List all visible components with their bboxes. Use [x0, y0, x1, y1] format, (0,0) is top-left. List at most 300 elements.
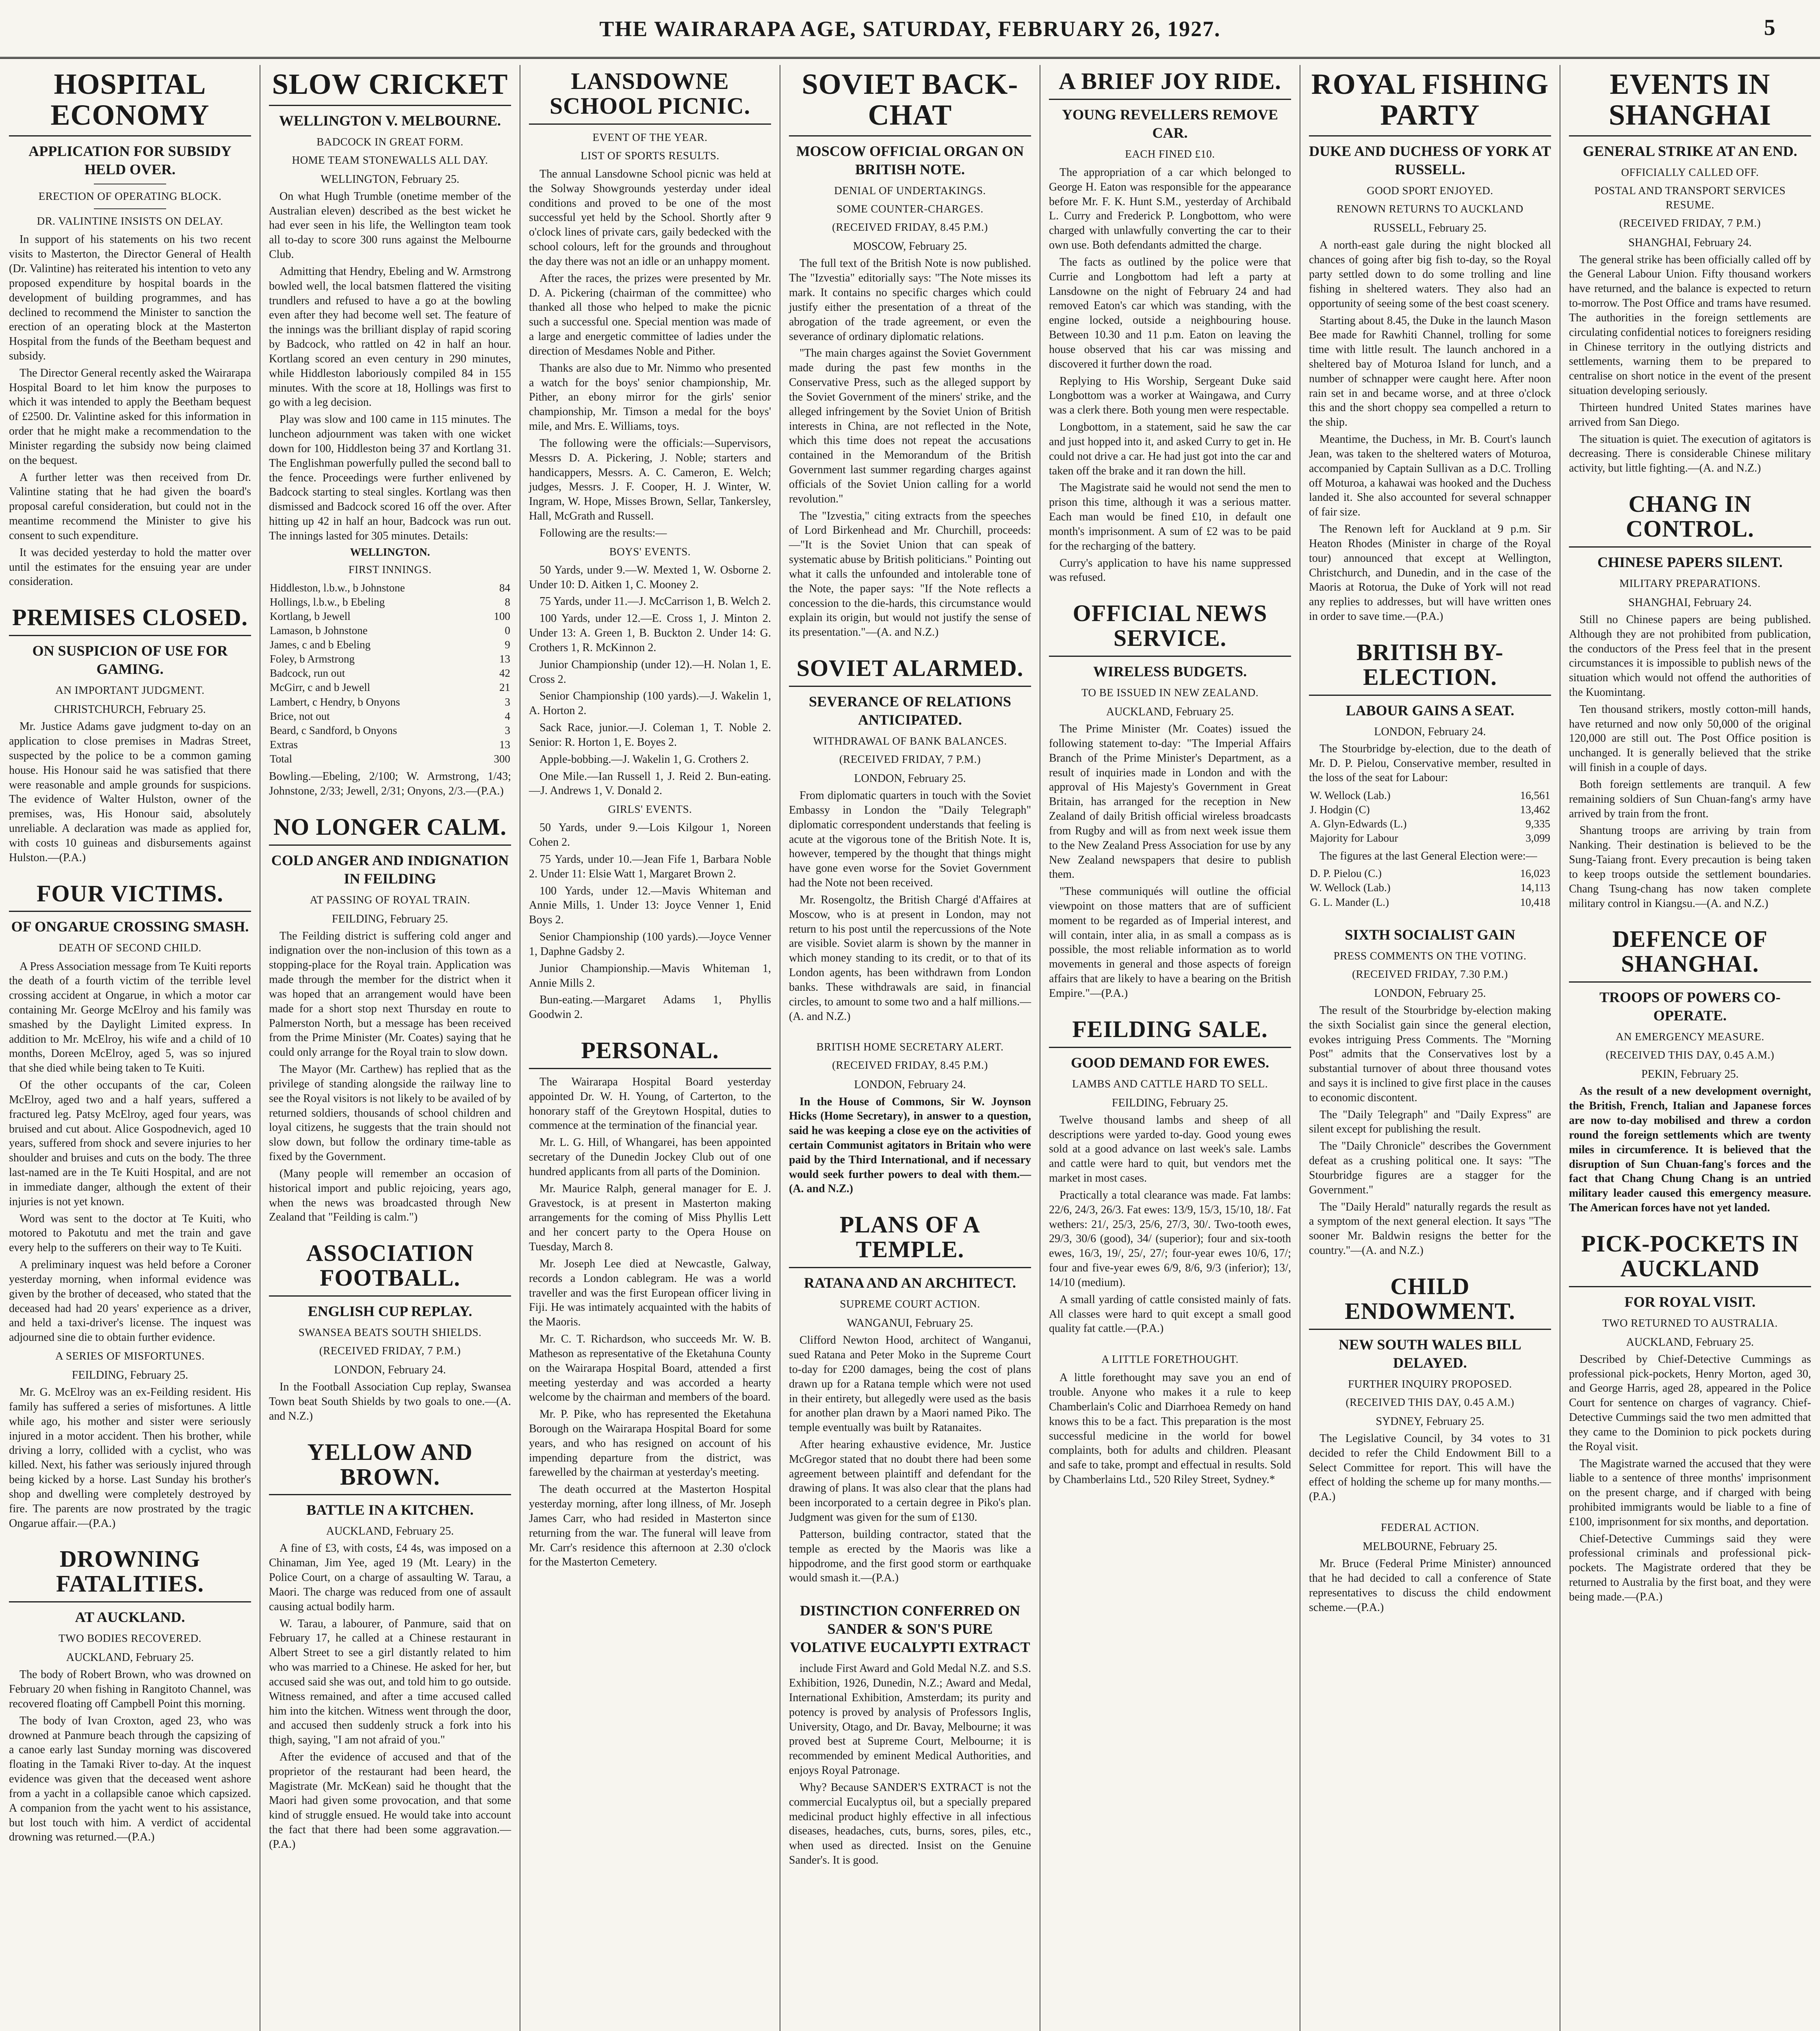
received-time: (RECEIVED FRIDAY, 7 P.M.): [1619, 217, 1761, 230]
ad-heading: A LITTLE FORETHOUGHT.: [1101, 1353, 1239, 1366]
paragraph: The Feilding district is suffering cold anger and indignation over the non-inclusion of this town as a stopping-place for the Royal train. Application was made through the member for the district when it was hoped that an arrangement would have been made for a short stop next Thursday en route to Palmerston North, but a message has been received from the Prime Minister (Mr. Coates) saying that he could only arrange for the Royal train to slow down.: [269, 929, 511, 1059]
received-time: (RECEIVED FRIDAY, 8.45 P.M.): [832, 1059, 988, 1072]
paragraph: In the Football Association Cup replay, Swansea Town beat South Shields by two goals to one.—(A. and N.Z.): [269, 1381, 511, 1423]
article-body: [1309, 849, 1551, 864]
subheadline: GOOD DEMAND FOR EWES.: [1070, 1054, 1270, 1071]
article-lansdowne-school-picnic: [529, 69, 771, 1022]
paragraph: Mr. C. T. Richardson, who succeeds Mr. W. B. Matheson as representative of the Eketahuna County on the Wairarapa Hospital Board, attended a first meeting yesterday and was accorded a hearty welcome by the chairman and members of the board.: [529, 1333, 771, 1404]
paragraph: "These communiqués will outline the official viewpoint on those matters that are of sufficient moment to be regarded as of Imperial interest, and will contain, inter alia, in as small a compass as is possible, the most reliable information as to world movements in general and those aspects of foreign affairs that are likely to have a bearing on the British Empire."—(P.A.): [1049, 885, 1291, 1000]
paragraph: Starting about 8.45, the Duke in the launch Mason Bee made for Rawhiti Channel, trolling for some time with little result. The launch anchored in a sheltered bay of Moturoa Island for lunch, and a number of schnapper were caught here. After noon rain set in and became worse, and at three o'clock this and the short choppy sea compelled a return to the ship.: [1309, 314, 1551, 429]
paragraph: Why? Because SANDER'S EXTRACT is not the commercial Eucalyptus oil, but a specially prepared medicinal product highly effective in all infectious diseases, headaches, cuts, burns, sores, piles, etc., when used as directed. Insist on the Genuine Sander's. It is good.: [789, 1781, 1031, 1867]
headline: SLOW CRICKET: [269, 69, 511, 106]
paragraph: The facts as outlined by the police were that Currie and Longbottom had left a party at Lansdowne on the night of February 24 and had removed Eaton's car which was standing, with the engine locked, outside a neighbouring house. Between 10.30 and 11 p.m. Eaton on leaving the house observed that his car was missing and discovered it further down the road.: [1049, 255, 1291, 370]
deck: AN IMPORTANT JUDGMENT.: [55, 684, 205, 697]
paragraph: The following were the officials:—Supervisors, Messrs D. A. Pickering, J. Noble; starters and handicappers, Messrs. A. C. Cameron, E. Welch; judges, Messrs. J. F. Cooper, H. J. Winter, W. Ingram, W. Hope, Misses Brown, Sellar, Tankersley, Hall, McGrath and Russell.: [529, 437, 771, 523]
article-child-endowment: [1309, 1274, 1551, 1504]
paragraph: In the House of Commons, Sir W. Joynson Hicks (Home Secretary), in answer to a question, said he was keeping a close eye on the activities of certain Communist agitators in Britain who were paid by the Third International, and if necessary would seek further powers to deal with them.—(A. and N.Z.): [789, 1095, 1031, 1195]
article-body: [269, 1380, 511, 1423]
paragraph: Longbottom, in a statement, said he saw the car and just hopped into it, and asked Curry to get in. He could not drive a car. He had just got into the car and taken off the brake and it ran down the hill.: [1049, 421, 1291, 477]
votes: 16,023: [1520, 867, 1550, 880]
article-body: [1309, 742, 1551, 785]
article-body: [1049, 1113, 1291, 1336]
paragraph: The full text of the British Note is now published. The "Izvestia" editorially says: "The Note misses its mark. It contains no specific charges which could justify either the presentation of a threat of the abrogation of the trade agreement, or even the severance of ordinary diplomatic relations.: [789, 257, 1031, 343]
runs: 100: [494, 610, 510, 622]
dateline: FEILDING, February 25.: [72, 1369, 188, 1382]
headline: YELLOW AND BROWN.: [269, 1440, 511, 1496]
table-row: [1309, 788, 1551, 803]
dateline: LONDON, February 25.: [854, 772, 966, 785]
subheadline: NEW SOUTH WALES BILL DELAYED.: [1339, 1336, 1521, 1371]
scorecard-table: [269, 581, 511, 766]
table-row: [1309, 866, 1551, 881]
batsman: Brice, not out: [270, 710, 330, 722]
runs: 8: [505, 595, 510, 608]
article-pick-pockets-in-auckland: [1569, 1232, 1811, 1604]
paragraph: Mr. Rosengoltz, the British Chargé d'Affaires at Moscow, who is at present in London, may not return to his post until the repercussions of the Note are visible. Soviet alarm is shown by the manner in which money standing to its credit, or to that of its London agents, has been withdrawn from London banks. These withdrawals are said, in financial circles, to amount to some two and a half millions.—(A. and N.Z.): [789, 893, 1031, 1023]
paragraph: The Mayor (Mr. Carthew) has replied that as the privilege of standing alongside the railway line to see the Royal visitors is not likely to be availed of by returned soldiers, thousands of school children and loyal citizens, he suggests that the train should not slow down, but follow the ordinary time-table as fixed by the Government.: [269, 1063, 511, 1163]
article-body: [1569, 1352, 1811, 1604]
headline: CHILD ENDOWMENT.: [1309, 1274, 1551, 1330]
deck: BADCOCK IN GREAT FORM.: [316, 135, 464, 148]
article-defence-of-shanghai: [1569, 927, 1811, 1215]
deck: AN EMERGENCY MEASURE.: [1616, 1031, 1764, 1043]
deck: OFFICIALLY CALLED OFF.: [1621, 166, 1759, 179]
article-body: [1309, 238, 1551, 624]
article-body: [789, 256, 1031, 640]
deck: EACH FINED £10.: [1125, 147, 1215, 160]
headline: SOVIET BACK-CHAT: [789, 69, 1031, 136]
masthead-title: THE WAIRARAPA AGE, SATURDAY, FEBRUARY 26, 1927.: [599, 17, 1221, 41]
votes: 13,462: [1520, 803, 1550, 816]
article-body: [789, 1095, 1031, 1197]
paragraph: Mr. G. McElroy was an ex-Feilding resident. His family has suffered a series of misfortunes. A little while ago, his mother and sister were seriously injured in a motor accident. Then his brother, while driving a lorry, collided with a cyclist, who was killed. Next, his father was seriously injured through being kicked by a horse. Last Sunday his brother's shop and dwelling were completely destroyed by fire. The parents are now prostrated by the tragic Ongarue affair.—(P.A.): [9, 1386, 251, 1530]
paragraph: The situation is quiet. The execution of agitators is decreasing. There is considerable Chinese military activity, but little fighting.—(A. and N.Z.): [1569, 433, 1811, 475]
paragraph: The death occurred at the Masterton Hospital yesterday morning, after long illness, of Mr. Joseph James Carr, who had resided in Masterton since returning from the war. The funeral will leave from Mr. Carr's residence this afternoon at 2.30 o'clock for the Masterton Cemetery.: [529, 1483, 771, 1569]
batsman: Total: [270, 752, 292, 765]
article-home-secretary: [789, 1040, 1031, 1196]
subheadline: SEVERANCE OF RELATIONS ANTICIPATED.: [808, 693, 1012, 728]
column-2: [260, 65, 520, 2031]
paragraph: After hearing exhaustive evidence, Mr. Justice McGregor stated that no doubt there had been some agreement between plaintiff and defendant for the drawing of plans. It was also clear that the plans had been incorporated to a certain degree in Piko's plan. Judgment was given for the sum of £130.: [789, 1438, 1031, 1524]
article-slow-cricket: [269, 69, 511, 799]
table-row: [1309, 803, 1551, 817]
article-body: [529, 1075, 771, 1570]
table-row: [269, 581, 511, 595]
article-body: [1309, 1003, 1551, 1258]
article-drowning-fatalities: [9, 1547, 251, 1845]
paragraph: Thirteen hundred United States marines have arrived from San Diego.: [1569, 401, 1811, 429]
article-body: [1049, 722, 1291, 1001]
article-body: [9, 719, 251, 865]
deck: TO BE ISSUED IN NEW ZEALAND.: [1081, 686, 1259, 699]
paragraph: A north-east gale during the night blocked all chances of going after big fish to-day, so the Royal party settled down to do some trolling and line fishing in sheltered waters. They also had an opportunity of seeing some of the best coast scenery.: [1309, 239, 1551, 310]
subheadline: WIRELESS BUDGETS.: [1093, 663, 1247, 680]
batsman: Beard, c Sandford, b Onyons: [270, 724, 397, 736]
dateline: WANGANUI, February 25.: [847, 1317, 973, 1330]
dateline: FEILDING, February 25.: [332, 912, 448, 925]
headline: A BRIEF JOY RIDE.: [1049, 69, 1291, 100]
candidate: Majority for Labour: [1310, 832, 1398, 844]
runs: 4: [505, 710, 510, 722]
batsman: Kortlang, b Jewell: [270, 610, 351, 622]
paragraph: Still no Chinese papers are being published. Although they are not prohibited from publication, the conductors of the Press feel that in the present circumstances it is impossible to publish news of the situation which would not offend the authorities of the Kuomintang.: [1569, 613, 1811, 699]
paragraph: The result of the Stourbridge by-election making the sixth Socialist gain since the general election, evokes intriguing Press Comments. The "Morning Post" admits that the Conservatives lost by a substantial turnover of about three thousand votes and says it is inclined to give first place in the causes to economic discontent.: [1309, 1004, 1551, 1104]
runs: 13: [499, 738, 510, 751]
deck: BRITISH HOME SECRETARY ALERT.: [816, 1041, 1004, 1053]
paragraph: A fine of £3, with costs, £4 4s, was imposed on a Chinaman, Jim Yee, aged 19 (Mt. Leary) in the Police Court, on a charge of assaulting W. Tarau, a Maori. The charge was reduced from one of assault causing actual bodily harm.: [269, 1542, 511, 1613]
paragraph: Mr. L. G. Hill, of Whangarei, has been appointed secretary of the Dunedin Jockey Club out of one hundred applicants from all parts of the Dominion.: [529, 1136, 771, 1178]
runs: 13: [499, 653, 510, 665]
deck: SOME COUNTER-CHARGES.: [836, 203, 984, 215]
ad-body: [1049, 1371, 1291, 1487]
paragraph: 75 Yards, under 11.—J. McCarrison 1, B. Welch 2.: [540, 595, 771, 608]
ad-heading: DISTINCTION CONFERRED ON SANDER & SON'S PURE VOLATIVE EUCALYPTI EXTRACT: [790, 1602, 1030, 1656]
table-row: [1309, 895, 1551, 909]
headline: PLANS OF A TEMPLE.: [789, 1213, 1031, 1268]
deck: SUPREME COURT ACTION.: [840, 1298, 980, 1310]
ad-body: [789, 1661, 1031, 1868]
paragraph: On what Hugh Trumble (onetime member of the Australian eleven) described as the best wicket he had ever seen in his life, the Wellington team took all to-day to score 300 runs against the Melbourne Club.: [269, 190, 511, 261]
batsman: Lamason, b Johnstone: [270, 624, 368, 637]
article-body: [789, 1333, 1031, 1585]
paragraph: Practically a total clearance was made. Fat lambs: 22/6, 24/3, 26/3. Fat ewes: 13/9, 15/3, 15/10, 18/. Fat wethers: 21/, 25/3, 25/6, 27/3, 30/. Two-tooth ewes, 29/3, 30/6 (good), 34/ (superior); four and six-tooth ewes, 16/3, 19/, 25/, 27/; four-year ewes 10/6, 17/; four and five-year ewes 6/9, 8/6, 9/3 (inferior); 13/, 14/10 (medium).: [1049, 1189, 1291, 1289]
election-results-table: [1309, 788, 1551, 845]
deck: RENOWN RETURNS TO AUCKLAND: [1337, 203, 1523, 215]
paragraph: (Many people will remember an occasion of historical import and public rejoicing, years ago, when the news was broadcasted through New Zealand that "Feilding is calm."): [269, 1167, 511, 1224]
runs: 3: [505, 695, 510, 708]
article-body: [529, 167, 771, 541]
paragraph: After the evidence of accused and that of the proprietor of the restaurant had been heard, the Magistrate (Mr. McKean) said he thought that the Maori had given some provocation, and that some kind of struggle ensued. He would take into account the fact that there had been some aggravation.—(P.A.): [269, 1751, 511, 1851]
headline: BRITISH BY-ELECTION.: [1309, 640, 1551, 696]
subheadline: GENERAL STRIKE AT AN END.: [1583, 143, 1797, 160]
paragraph: include First Award and Gold Medal N.Z. and S.S. Exhibition, 1926, Dunedin, N.Z.; Award and Medal, International Exhibition, Amsterdam; its purity and potency is proved by analysis of Professors Inglis, University, Otago, and Dr. Bavay, Melbourne; it was proved best at Supreme Court, Melbourne; it is recommended by eminent Medical Authorities, and enjoys Royal Patronage.: [789, 1662, 1031, 1777]
batsman: Hiddleston, l.b.w., b Johnstone: [270, 581, 405, 594]
paragraph: 50 Yards, under 9.—W. Mexted 1, W. Osborne 2. Under 10: D. Aitken 1, C. Mooney 2.: [529, 563, 771, 591]
paragraph: Following are the results:—: [540, 526, 667, 539]
dateline: LONDON, February 24.: [334, 1364, 446, 1377]
headline: OFFICIAL NEWS SERVICE.: [1049, 601, 1291, 657]
runs: 300: [494, 752, 510, 765]
batsman: James, c and b Ebeling: [270, 639, 371, 651]
advertisement-sanders-extract: [789, 1602, 1031, 1868]
scorecard-subtitle: FIRST INNINGS.: [348, 563, 432, 576]
paragraph: Both foreign settlements are tranquil. A few remaining soldiers of Sun Chuan-fang's army have arrived by train from the front.: [1569, 778, 1811, 820]
article-royal-fishing-party: [1309, 69, 1551, 624]
section-label: BOYS' EVENTS.: [609, 545, 691, 558]
deck: DR. VALINTINE INSISTS ON DELAY.: [37, 215, 223, 227]
candidate: J. Hodgin (C): [1310, 803, 1370, 816]
paragraph: Senior Championship (100 yards).—J. Wakelin 1, A. Horton 2.: [529, 690, 771, 717]
candidate: G. L. Mander (L.): [1310, 896, 1389, 908]
paragraph: A preliminary inquest was held before a Coroner yesterday morning, when informal evidence was given by the brother of deceased, who stated that the deceased had had 20 years' experience as a driver, and held a taxi-driver's license. The inquest was adjourned sine die to obtain further evidence.: [9, 1258, 251, 1344]
article-federal-action: [1309, 1520, 1551, 1615]
advertisement-chamberlains: [1049, 1352, 1291, 1487]
subheadline: DUKE AND DUCHESS OF YORK AT RUSSELL.: [1309, 143, 1551, 178]
deck: EVENT OF THE YEAR.: [592, 131, 708, 143]
paragraph: Meantime, the Duchess, in Mr. B. Court's launch Jean, was taken to the sheltered waters of Moturoa, accompanied by Captain Sullivan as a D.C. Trolling off Moturoa, a kahawai was hooked and the Duchess landed it. She also accounted for several schnapper of fair size.: [1309, 433, 1551, 519]
paragraph: Mr. Bruce (Federal Prime Minister) announced that he had decided to call a conference of State representatives to discuss the child endowment scheme.—(P.A.): [1309, 1557, 1551, 1614]
batsman: Lambert, c Hendry, b Onyons: [270, 695, 400, 708]
dateline: AUCKLAND, February 25.: [1626, 1336, 1754, 1349]
dateline: LONDON, February 24.: [854, 1078, 966, 1091]
candidate: W. Wellock (Lab.): [1310, 789, 1391, 802]
paragraph: A small yarding of cattle consisted mainly of fats. All classes were hard to quit except a small good quality fat cattle.—(P.A.): [1049, 1293, 1291, 1335]
paragraph: The general strike has been officially called off by the General Labour Union. Fifty thousand workers have returned, and the balance is expected to return to-morrow. The Post Office and trams have resumed. The authorities in the foreign settlements are circulating confidential notices to foreigners residing in Chinese territory in the outlying districts and settlements, warning them to be prepared to centralise on short notice in the event of the present situation developing seriously.: [1569, 253, 1811, 397]
subheadline: YOUNG REVELLERS REMOVE CAR.: [1062, 106, 1278, 141]
runs: 84: [499, 581, 510, 594]
headline: CHANG IN CONTROL.: [1569, 492, 1811, 548]
paragraph: The Stourbridge by-election, due to the death of Mr. D. P. Pielou, Conservative member, resulted in the loss of the seat for Labour:: [1309, 742, 1551, 784]
article-association-football: [269, 1241, 511, 1423]
dateline: WELLINGTON, February 25.: [321, 173, 459, 186]
received-time: (RECEIVED FRIDAY, 7.30 P.M.): [1352, 968, 1508, 980]
paragraph: After the races, the prizes were presented by Mr. D. A. Pickering (chairman of the committee) who thanked all those who helped to make the picnic such a successful one. Special mention was made of a large and energetic committee of ladies under the direction of Mesdames Noble and Pither.: [529, 272, 771, 357]
paragraph: Ten thousand strikers, mostly cotton-mill hands, have returned and now only 50,000 of the original 120,000 are still out. The Post Office position is unchanged. It is generally believed that the strike will finish in a couple of days.: [1569, 703, 1811, 774]
dateline: MELBOURNE, February 25.: [1363, 1540, 1497, 1553]
column-7: [1560, 65, 1820, 2031]
paragraph: The Wairarapa Hospital Board yesterday appointed Dr. W. H. Young, of Carterton, to the honorary staff of the Greytown Hospital, duties to commence at the termination of the financial year.: [529, 1075, 771, 1132]
paragraph: Apple-bobbing.—J. Wakelin 1, G. Crothers 2.: [540, 753, 749, 766]
dateline: SHANGHAI, February 24.: [1628, 236, 1752, 249]
paragraph: Of the other occupants of the car, Coleen McElroy, aged two and a half years, suffered a fractured leg. Patsy McElroy, aged four years, was bruised and cut about. Alice Gospodnevich, aged 10 years, suffered from shock and severe injuries to her shoulder and bruises and cuts on the body. The three last-named are in the Te Kuiti Hospital, and are not in immediate danger, although the extent of their injuries is not yet known.: [9, 1079, 251, 1208]
received-time: (RECEIVED FRIDAY, 7 P.M.): [319, 1345, 461, 1357]
dateline: SYDNEY, February 25.: [1376, 1415, 1484, 1428]
article-british-by-election: [1309, 640, 1551, 909]
dateline: LONDON, February 25.: [1374, 987, 1486, 1000]
headline: EVENTS IN SHANGHAI: [1569, 69, 1811, 136]
dateline: AUCKLAND, February 25.: [66, 1651, 194, 1664]
batsman: Foley, b Armstrong: [270, 653, 355, 665]
paragraph: 100 Yards, under 12.—Mavis Whiteman and Annie Mills, 1. Under 13: Joyce Venner 1, Enid Boys 2.: [529, 884, 771, 927]
dateline: RUSSELL, February 25.: [1373, 222, 1487, 235]
paragraph: The Director General recently asked the Wairarapa Hospital Board to let him know the purposes to which it was intended to apply the Beetham bequest of £2500. Dr. Valintine asked for this information in order that he might make a recommendation to the Minister regarding the subsidy now being claimed on the bequest.: [9, 366, 251, 467]
paragraph: Word was sent to the doctor at Te Kuiti, who motored to Pakotutu and met the train and gave every help to the sufferers on their way to Te Kuiti.: [9, 1212, 251, 1254]
deck: A SERIES OF MISFORTUNES.: [55, 1350, 205, 1362]
deck: LIST OF SPORTS RESULTS.: [581, 149, 719, 162]
dateline: MOSCOW, February 25.: [853, 240, 967, 253]
table-row: [269, 652, 511, 666]
article-body: [1309, 1431, 1551, 1504]
paragraph: Mr. Maurice Ralph, general manager for E. J. Gravestock, is at present in Masterton making arrangements for the coming of Miss Phyllis Lett and her concert party to the Opera House on Tuesday, March 8.: [529, 1182, 771, 1254]
deck: PRESS COMMENTS ON THE VOTING.: [1333, 949, 1527, 962]
paragraph: The Magistrate warned the accused that they were liable to a sentence of three months' imprisonment on the present charge, and if charged with being prohibited immigrants would be liable to a fine of £100, imprisonment for six months, and deportation.: [1569, 1457, 1811, 1528]
table-row: [269, 695, 511, 709]
dateline: PEKIN, February 25.: [1641, 1068, 1739, 1081]
dateline: AUCKLAND, February 25.: [1106, 706, 1234, 719]
article-body: [1569, 1084, 1811, 1215]
paragraph: The appropriation of a car which belonged to George H. Eaton was responsible for the appearance before Mr. F. K. Hunt S.M., yesterday of Archibald L. Curry and Frederick P. Longbottom, who were charged with unlawfully converting the car to their own use. Both defendants admitted the charge.: [1049, 166, 1291, 252]
article-feilding-sale: [1049, 1017, 1291, 1336]
paragraph: W. Tarau, a labourer, of Panmure, said that on February 17, he called at a Chinese restaurant in Albert Street to see a girl distantly related to him who was married to a Chinese. He asked for her, but accused said she was out, and told him to go outside. Witness remained, and after a time accused called him into the kitchen. Witness went through the door, and accused then suddenly struck a fork into his thigh, saying, "I am not afraid of you.": [269, 1617, 511, 1747]
paragraph: From diplomatic quarters in touch with the Soviet Embassy in London the "Daily Telegraph" diplomatic correspondent understands that feeling is acute at the vigorous tone of the British Note. It is, however, tempered by the thought that things might have gone even worse for the Soviet Government had the Note not been received.: [789, 789, 1031, 890]
previous-results-table: [1309, 866, 1551, 909]
article-chang-in-control: [1569, 492, 1811, 911]
runs: 0: [505, 624, 510, 637]
deck: FEDERAL ACTION.: [1381, 1521, 1479, 1534]
paragraph: Senior Championship (100 yards).—Joyce Venner 1, Daphne Gadsby 2.: [529, 931, 771, 958]
deck: LAMBS AND CATTLE HARD TO SELL.: [1072, 1077, 1268, 1090]
paragraph: The "Daily Telegraph" and "Daily Express" are silent except for publishing the result.: [1309, 1108, 1551, 1136]
paragraph: The body of Ivan Croxton, aged 23, who was drowned at Panmure beach through the capsizing of a canoe early last Sunday morning was discovered floating in the Tamaki River to-day. At the inquest evidence was given that the deceased went ashore from a yacht in a collapsible canoe which capsized. A companion from the yacht went to his assistance, but lost touch with him. A verdict of accidental drowning was returned.—(P.A.): [9, 1714, 251, 1844]
article-body: [1049, 165, 1291, 585]
paragraph: A little forethought may save you an end of trouble. Anyone who makes it a rule to keep Chamberlain's Colic and Diarrhoea Remedy on hand knows this to be a fact. This preparation is the most successful medicine in the world for bowel complaints, both for adults and children. Pleasant and safe to take, prompt and effectual in results. Sold by Chamberlains Ltd., 520 Riley Street, Sydney.*: [1049, 1371, 1291, 1486]
dateline: SHANGHAI, February 24.: [1628, 596, 1752, 609]
deck: TWO BODIES RECOVERED.: [58, 1632, 202, 1645]
deck: WITHDRAWAL OF BANK BALANCES.: [813, 734, 1007, 747]
batsman: McGirr, c and b Jewell: [270, 681, 370, 694]
paragraph: The Renown left for Auckland at 9 p.m. Sir Heaton Rhodes (Minister in charge of the Royal tour) announced that except at Wellington, Christchurch, and Dunedin, and in the case of the Maoris at Rotorua, the Duke of York will not read any replies to addresses, but will have written ones in order to save time.—(P.A.): [1309, 523, 1551, 623]
paragraph: The Magistrate said he would not send the men to prison this time, although it was a serious matter. Each man would be fined £10, in default one month's imprisonment. A sum of £2 was to be paid for the recharging of the battery.: [1049, 481, 1291, 552]
article-body: [269, 1541, 511, 1851]
paragraph: The "Daily Herald" naturally regards the result as a symptom of the next general election. It says "The sooner Mr. Baldwin resigns the better for the country."—(A. and N.Z.): [1309, 1200, 1551, 1257]
page-number: 5: [1764, 15, 1775, 40]
article-body: [1309, 1557, 1551, 1615]
article-official-news-service: [1049, 601, 1291, 1001]
table-row: [269, 666, 511, 680]
paragraph: Thanks are also due to Mr. Nimmo who presented a watch for the boys' senior championship, Mr. Pither, an ebony mirror for the girls' senior championship, Mr. Timson a medal for the boys' mile, and Mrs. E. Williams, toys.: [529, 362, 771, 433]
subheadline: SIXTH SOCIALIST GAIN: [1345, 926, 1515, 943]
received-time: (RECEIVED FRIDAY, 7 P.M.): [839, 753, 981, 765]
article-body: [9, 232, 251, 589]
runs: 3: [505, 724, 510, 736]
batsman: Badcock, run out: [270, 667, 345, 680]
paragraph: It was decided yesterday to hold the matter over until the estimates for the ensuing year are under consideration.: [9, 546, 251, 588]
paragraph: The "Izvestia," citing extracts from the speeches of Lord Birkenhead and Mr. Churchill, proceeds:—"It is the Soviet Union that can speak of systematic abuse by British politicians." Pointing out what it calls the unfounded and intolerable tone of the Note, the paper says: "If the Note reflects a concession to the die-hards, this circumstance would explain its origin, but would not justify the sense of its presentation."—(A. and N.Z.): [789, 509, 1031, 639]
article-four-victims: [9, 881, 251, 1531]
runs: 21: [499, 681, 510, 694]
paragraph: Mr. Justice Adams gave judgment to-day on an application to close premises in Madras Street, suspected by the police to be a common gaming house. His Honour said he was satisfied that there were reasonable and ample grounds for suspicions. The evidence of Walter Hulston, owner of the premises, was, His Honour said, absolutely unreliable. A declaration was made as applied for, with costs 10 guineas and disbursements against Hulston.—(P.A.): [9, 720, 251, 864]
paragraph: 50 Yards, under 9.—Lois Kilgour 1, Noreen Cohen 2.: [529, 821, 771, 849]
paragraph: 100 Yards, under 12.—E. Cross 1, J. Minton 2. Under 13: A. Green 1, B. Buckton 2. Under 14: G. Crothers 1, R. McKinnon 2.: [529, 612, 771, 654]
headline: PERSONAL.: [529, 1038, 771, 1069]
subheadline: COLD ANGER AND INDIGNATION IN FEILDING: [271, 852, 509, 887]
article-body: [269, 769, 511, 799]
deck: SWANSEA BEATS SOUTH SHIELDS.: [298, 1326, 482, 1338]
table-row: [269, 680, 511, 695]
column-5: [1040, 65, 1300, 2031]
paragraph: Sack Race, junior.—J. Coleman 1, T. Noble 2. Senior: R. Horton 1, E. Boyes 2.: [529, 721, 771, 749]
deck: ERECTION OF OPERATING BLOCK.: [38, 190, 222, 203]
paragraph: Mr. Joseph Lee died at Newcastle, Galway, records a London cablegram. He was a world traveller and was the first European officer living in Fiji. He was intimately acquainted with the habits of the Maoris.: [529, 1257, 771, 1329]
paragraph: Mr. P. Pike, who has represented the Eketahuna Borough on the Wairarapa Hospital Board for some years, and who has resigned on account of his impending departure from the district, was farewelled by the chairman at yesterday's meeting.: [529, 1408, 771, 1479]
article-events-in-shanghai: [1569, 69, 1811, 476]
paragraph: Bowling.—Ebeling, 2/100; W. Armstrong, 1/43; Johnstone, 2/33; Jewell, 2/31; Onyons, 2/3.—(P.A.): [269, 770, 511, 797]
article-body: [529, 821, 771, 1022]
article-body: [789, 788, 1031, 1024]
article-personal: [529, 1038, 771, 1570]
article-body: [9, 959, 251, 1345]
masthead: [0, 0, 1820, 59]
headline: LANSDOWNE SCHOOL PICNIC.: [529, 69, 771, 125]
votes: 14,113: [1520, 881, 1550, 894]
deck: DENIAL OF UNDERTAKINGS.: [834, 184, 986, 197]
table-row: [269, 609, 511, 624]
table-row: [269, 723, 511, 738]
paragraph: Clifford Newton Hood, architect of Wanganui, sued Ratana and Peter Moko in the Supreme Court to-day for £200 damages, being the cost of plans drawn up for a Ratana temple which were not used in their entirety, but allegedly were used as the basis for another plan drawn by a Maori named Piko. The temple eventually was built by Ratanaites.: [789, 1334, 1031, 1434]
headline: PICK-POCKETS IN AUCKLAND: [1569, 1232, 1811, 1287]
article-body: [9, 1385, 251, 1531]
article-body: [1569, 253, 1811, 476]
votes: 10,418: [1520, 896, 1550, 908]
headline: FOUR VICTIMS.: [9, 881, 251, 912]
headline: DROWNING FATALITIES.: [9, 1547, 251, 1602]
headline: NO LONGER CALM.: [269, 815, 511, 846]
deck: DEATH OF SECOND CHILD.: [58, 942, 202, 954]
subheadline: OF ONGARUE CROSSING SMASH.: [11, 918, 249, 935]
received-time: (RECEIVED FRIDAY, 8.45 P.M.): [832, 221, 988, 234]
subheadline: FOR ROYAL VISIT.: [1624, 1293, 1756, 1310]
candidate: A. Glyn-Edwards (L.): [1310, 818, 1407, 830]
paragraph: The body of Robert Brown, who was drowned on February 20 when fishing in Rangitoto Channel, was recovered floating off Campbell Point this morning.: [9, 1668, 251, 1710]
paragraph: Patterson, building contractor, stated that the temple as erected by the Maoris was like a hippodrome, and the first good storm or earthquake would smash it.—(P.A.): [789, 1528, 1031, 1585]
paragraph: Described by Chief-Detective Cummings as professional pick-pockets, Henry Morton, aged 30, and George Harris, aged 28, appeared in the Police Court for sentence on charges of vagrancy. Chief-Detective Cummings said the two men admitted that they came to the Dominion to pick pockets during the Royal visit.: [1569, 1353, 1811, 1453]
votes: 3,099: [1525, 832, 1550, 844]
article-body: [269, 189, 511, 543]
paragraph: Admitting that Hendry, Ebeling and W. Armstrong bowled well, the local batsmen flattered the visiting trundlers and refused to have a go at the bowling even after they had become well set. The feature of the innings was the brilliant display of rapid scoring by Badcock, who rattled on 42 in half an hour. Kortlang scored an even century in 290 minutes, while Hiddleston laboriously compiled 84 in 155 minutes. With the score at 18, Hollings was first to go with a leg decision.: [269, 265, 511, 409]
column-3: [520, 65, 780, 2031]
column-1: [0, 65, 260, 2031]
paragraph: Shantung troops are arriving by train from Nanking. Their destination is believed to be the Sung-Taiang front. Every precaution is being taken to keep troops outside the settlement boundaries. Chang Tsung-chang has now taken complete military control in Kiangsu.—(A. and N.Z.): [1569, 824, 1811, 910]
subheadline: RATANA AND AN ARCHITECT.: [804, 1275, 1016, 1291]
article-sixth-socialist-gain: [1309, 926, 1551, 1258]
article-body: [529, 563, 771, 798]
deck: GOOD SPORT ENJOYED.: [1367, 184, 1493, 197]
paragraph: Junior Championship.—Mavis Whiteman 1, Annie Mills 2.: [529, 962, 771, 990]
subheadline: ENGLISH CUP REPLAY.: [308, 1303, 472, 1319]
headline: SOVIET ALARMED.: [789, 656, 1031, 687]
received-time: (RECEIVED THIS DAY, 0.45 A.M.): [1346, 1396, 1514, 1408]
paragraph: In support of his statements on his two recent visits to Masterton, the Director General of Health (Dr. Valintine) has reiterated his intention to veto any proposed expenditure by hospital boards in the development of building programmes, and has declined to recommend the Minister to sanction the erection of an operating block at the Masterton Hospital from the funds of the Beetham bequest and subsidy.: [9, 233, 251, 362]
headline: FEILDING SALE.: [1049, 1017, 1291, 1048]
article-hospital-economy: [9, 69, 251, 589]
table-row: [269, 624, 511, 638]
paragraph: A further letter was then received from Dr. Valintine stating that he had given the board's proposal careful consideration, but could not in the meantime recommend the Minister to give his consent to such expenditure.: [9, 471, 251, 542]
table-row: [269, 595, 511, 609]
dateline: FEILDING, February 25.: [1112, 1096, 1228, 1109]
section-label: GIRLS' EVENTS.: [608, 803, 692, 816]
article-plans-of-a-temple: [789, 1213, 1031, 1585]
runs: 42: [499, 667, 510, 680]
table-row: [269, 638, 511, 652]
article-no-longer-calm: [269, 815, 511, 1225]
scorecard-title: WELLINGTON.: [350, 546, 430, 558]
paragraph: The "Daily Chronicle" describes the Government defeat as a crushing political one. It says: "The Stourbridge figures are a stagger for the Government.": [1309, 1140, 1551, 1196]
received-time: (RECEIVED THIS DAY, 0.45 A.M.): [1606, 1049, 1774, 1061]
paragraph: Curry's application to have his name suppressed was refused.: [1049, 556, 1291, 584]
paragraph: The Legislative Council, by 34 votes to 31 decided to refer the Child Endowment Bill to a Select Committee for report. This will have the effect of holding the scheme up for many months.—(P.A.): [1309, 1432, 1551, 1503]
headline: HOSPITAL ECONOMY: [9, 69, 251, 136]
article-body: [269, 929, 511, 1225]
candidate: W. Wellock (Lab.): [1310, 881, 1391, 894]
headline: DEFENCE OF SHANGHAI.: [1569, 927, 1811, 983]
deck: MILITARY PREPARATIONS.: [1619, 577, 1761, 589]
subheadline: ON SUSPICION OF USE FOR GAMING.: [32, 643, 228, 678]
table-row: [269, 709, 511, 723]
candidate: D. P. Pielou (C.): [1310, 867, 1382, 880]
article-soviet-alarmed: [789, 656, 1031, 1024]
batsman: Hollings, l.b.w., b Ebeling: [270, 595, 385, 608]
table-row: [269, 752, 511, 766]
subheadline: BATTLE IN A KITCHEN.: [306, 1502, 474, 1518]
dateline: LONDON, February 24.: [1374, 725, 1486, 738]
subheadline: APPLICATION FOR SUBSIDY HELD OVER.: [28, 143, 232, 178]
article-body: [9, 1667, 251, 1845]
batsman: Extras: [270, 738, 298, 751]
subheadline: CHINESE PAPERS SILENT.: [1597, 554, 1783, 570]
paragraph: Replying to His Worship, Sergeant Duke said Longbottom was a worker at Waingawa, and Curry was a clerk there. Both young men were respectable.: [1049, 375, 1291, 417]
subheadline: MOSCOW OFFICIAL ORGAN ON BRITISH NOTE.: [796, 143, 1024, 178]
paragraph: The Prime Minister (Mr. Coates) issued the following statement to-day: "The Imperial Affairs Branch of the Prime Minister's Department, as a result of inquiries made in London and with the approval of His Majesty's Government in Great Britain, has arranged for the reception in New Zealand of daily British official wireless broadcasts from Rugby and will as from next week issue them to the New Zealand Press Association for use by any New Zealand newspapers that desire to publish them.: [1049, 723, 1291, 881]
